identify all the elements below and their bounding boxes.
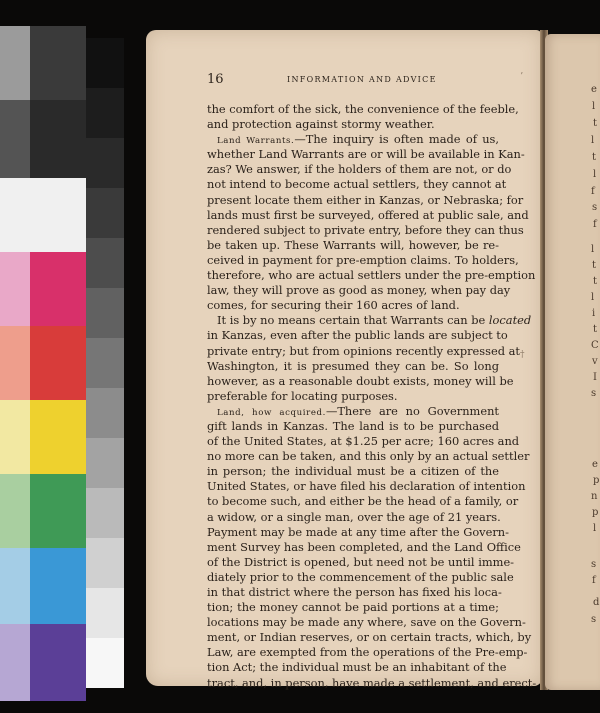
text-line: ment Survey has been completed, and the Land Office [207, 539, 521, 554]
color-patch [0, 400, 30, 474]
gray-step [86, 38, 124, 88]
text-line [207, 132, 499, 147]
text-line: in person; the individual must be a citizen of the [207, 464, 499, 479]
facing-page-letter: l [591, 135, 595, 146]
text-line: comes, for securing their 160 acres of land. [207, 298, 460, 313]
facing-page-letter: l [591, 244, 595, 255]
facing-page-letter: C [591, 340, 599, 351]
text-line: in Kanzas, even after the public lands are subject to [207, 328, 508, 343]
color-patch [0, 624, 30, 701]
pencil-mark: † [520, 350, 525, 360]
facing-page-letter: f [591, 186, 595, 197]
facing-page-edge [545, 34, 600, 690]
text-line [207, 404, 499, 419]
facing-page-letter: s [591, 559, 597, 570]
text-line [207, 313, 532, 328]
text-line: diately prior to the commencement of the public sale [207, 569, 514, 584]
text-run: It is by no means certain that Warrants can be [217, 313, 486, 328]
color-patch [0, 326, 30, 400]
facing-page-letter: f [592, 575, 596, 586]
text-line: in that district where the person has fixed his loca- [207, 585, 502, 599]
facing-page-letter: t [592, 260, 597, 271]
color-patch [0, 26, 30, 100]
gray-step [86, 388, 124, 438]
color-patch [30, 326, 86, 400]
gray-step [86, 588, 124, 638]
facing-page-letter: s [592, 202, 598, 213]
page-body-text [207, 102, 537, 691]
gray-step [86, 288, 124, 338]
gray-step [86, 338, 124, 388]
text-line: therefore, who are actual settlers under the pre-emption [207, 268, 536, 283]
text-run: —There are no Government [325, 403, 499, 418]
gray-step [86, 538, 124, 588]
running-head: INFORMATION AND ADVICE [287, 75, 437, 84]
color-patch [0, 474, 30, 548]
text-line: tion Act; the individual must be an inhabitant of the [207, 660, 507, 675]
facing-page-letter: i [592, 308, 596, 319]
text-line: Washington, it is presumed they can be. So long [207, 358, 499, 373]
facing-page-letter: f [593, 219, 597, 230]
color-patch [30, 252, 86, 326]
facing-page-letter: t [593, 276, 598, 287]
gray-step [86, 488, 124, 538]
facing-page-letter: l [592, 101, 596, 112]
text-line: present locate them either in Kanzas, or Nebraska; for [207, 192, 524, 207]
facing-page-letter: s [591, 614, 597, 625]
pencil-mark: ʼ [520, 72, 523, 82]
color-patch [30, 624, 86, 701]
facing-page-letter: d [593, 597, 600, 608]
facing-page-letter: v [592, 356, 598, 367]
text-line: ment, or Indian reserves, or on certain tracts, which, by [207, 630, 532, 645]
facing-page-letter: p [593, 475, 600, 486]
text-line: to become such, and either be the head of a family, or [207, 494, 519, 509]
gray-step [86, 88, 124, 138]
text-line: rendered subject to private entry, before they can thus [207, 222, 524, 237]
color-patch [0, 252, 30, 326]
facing-page-letter: t [592, 152, 597, 163]
facing-page-letter: l [593, 523, 597, 534]
color-patch [30, 26, 86, 100]
text-line: of the District is opened, but need not be until imme- [207, 554, 515, 569]
page-header [207, 72, 499, 88]
italic-word: located [488, 313, 532, 328]
gray-step [86, 638, 124, 688]
facing-page-letter: e [591, 84, 597, 95]
facing-page-letter: l [593, 169, 597, 180]
text-line: whether Land Warrants are or will be available in Kan- [207, 147, 525, 162]
text-line: and protection against stormy weather. [207, 117, 435, 132]
facing-page-letter: p [592, 507, 599, 518]
text-line: Payment may be made at any time after the Govern- [207, 524, 509, 539]
facing-page-letter: e [592, 459, 598, 470]
text-line: lands must first be surveyed, offered at public sale, and [207, 207, 529, 222]
page-number: 16 [207, 72, 224, 87]
text-line: not intend to become actual settlers, they cannot at [207, 177, 507, 192]
text-line: however, as a reasonable doubt exists, money will be [207, 373, 514, 388]
text-line: United States, or have filed his declaration of intention [207, 479, 526, 494]
text-line: no more can be taken, and this only by an actual settler [207, 449, 530, 464]
text-line: Law, are exempted from the operations of the Pre-emp- [207, 645, 528, 660]
text-line: gift lands in Kanzas. The land is to be purchased [207, 418, 499, 433]
facing-page-letter: n [591, 491, 598, 502]
text-line: law, they will prove as good as money, when pay day [207, 283, 511, 298]
text-line: tion; the money cannot be paid portions at a time; [207, 600, 499, 615]
color-patch [30, 100, 86, 178]
gray-step [86, 188, 124, 238]
text-line: of the United States, at $1.25 per acre; 160 acres and [207, 434, 520, 449]
facing-page-letter: s [591, 388, 597, 399]
gray-step [86, 438, 124, 488]
gray-step [86, 138, 124, 188]
text-line: tract, and, in person, have made a settlement, and erect- [207, 675, 537, 690]
color-patch [30, 548, 86, 624]
text-line: a widow, or a single man, over the age of 21 years. [207, 509, 501, 524]
section-heading: Land Warrants. [217, 136, 295, 147]
gray-step [86, 238, 124, 288]
text-line: the comfort of the sick, the convenience of the feeble, [207, 102, 519, 116]
text-line: private entry; but from opinions recently expressed at [207, 343, 521, 358]
text-line: zas? We answer, if the holders of them are not, or do [207, 162, 512, 177]
text-line: ceived in payment for pre-emption claims. To holders, [207, 252, 519, 267]
facing-page-letter: I [593, 372, 597, 383]
section-heading: Land, how acquired. [217, 407, 326, 418]
color-patch [0, 178, 86, 252]
color-patch [30, 400, 86, 474]
facing-page-letter: t [593, 324, 598, 335]
facing-page-letter: l [591, 292, 595, 303]
facing-page-letter: t [593, 118, 598, 129]
text-line: be taken up. These Warrants will, however, be re- [207, 237, 499, 252]
color-patch [30, 474, 86, 548]
grayscale-strip [86, 38, 124, 688]
color-patch [0, 548, 30, 624]
text-line: locations may be made any where, save on the Govern- [207, 615, 526, 630]
text-run: —The inquiry is often made of us, [294, 132, 500, 147]
text-line: preferable for locating purposes. [207, 388, 398, 403]
color-patch [0, 100, 30, 178]
